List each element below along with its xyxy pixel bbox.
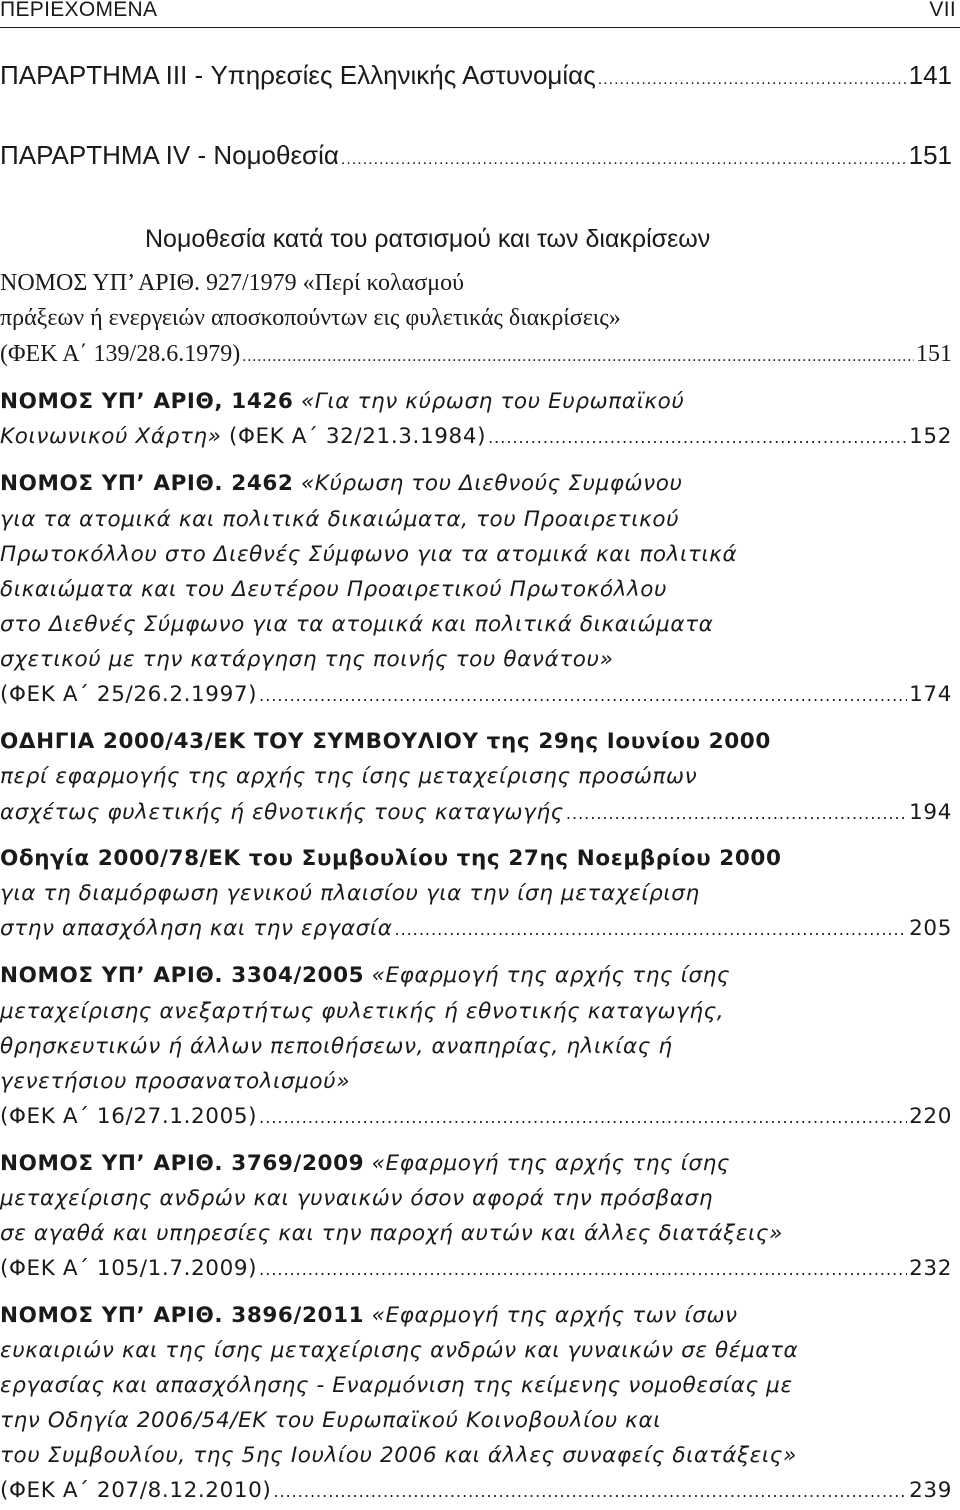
- toc-entry-directive-43-line-2: περί εφαρμογής της αρχής της ίσης μεταχείρισης προσώπων: [0, 764, 698, 789]
- toc-entry-law-3304-line-1: ΝΟΜΟΣ ΥΠ’ ΑΡΙΘ. 3304/2005 «Εφαρμογή της αρχής της ίσης: [0, 963, 731, 988]
- leader-dots: [259, 1101, 907, 1135]
- toc-entry-law-927-line-1: ΝΟΜΟΣ ΥΠ’ ΑΡΙΘ. 927/1979 «Περί κολασμού: [0, 270, 464, 296]
- toc-entry-directive-78-line-1: Οδηγία 2000/78/ΕΚ του Συμβουλίου της 27ης Νοεμβρίου 2000: [0, 846, 782, 871]
- page-number: 152: [909, 424, 952, 449]
- leader-dots: [273, 1475, 907, 1509]
- toc-entry-law-3304[interactable]: (ΦΕΚ Α΄ 16/27.1.2005) ..... 220: [0, 1100, 952, 1134]
- toc-entry-law-3304-line-2: μεταχείρισης ανεξαρτήτως φυλετικής ή εθνοτικής καταγωγής,: [0, 999, 725, 1024]
- leader-dots: [598, 63, 907, 97]
- leader-dots: [488, 421, 907, 455]
- toc-entry-appendix-3[interactable]: ΠΑΡΑΡΤΗΜΑ III - Υπηρεσίες Ελληνικής Αστυνομίας ..... 141: [0, 58, 952, 92]
- toc-entry-law-2462-line-5: στο Διεθνές Σύμφωνο για τα ατομικά και πολιτικά δικαιώματα: [0, 612, 714, 637]
- page-number: 239: [909, 1478, 952, 1503]
- toc-entry-appendix-4[interactable]: ΠΑΡΑΡΤΗΜΑ IV - Νομοθεσία ..... 151: [0, 138, 952, 172]
- toc-entry-directive-43[interactable]: ασχέτως φυλετικής ή εθνοτικής τους καταγωγής ..... 194: [0, 796, 952, 830]
- toc-entry-law-927[interactable]: (ΦΕΚ Α΄ 139/28.6.1979) ..... 151: [0, 337, 952, 371]
- toc-entry-law-3304-line-3: θρησκευτικών ή άλλων πεποιθήσεων, αναπηρίας, ηλικίας ή: [0, 1034, 673, 1059]
- leader-dots: [394, 913, 907, 947]
- toc-entry-law-3769-line-2: μεταχείρισης ανδρών και γυναικών όσον αφορά την πρόσβαση: [0, 1186, 714, 1211]
- toc-entry-law-3896-line-1: ΝΟΜΟΣ ΥΠ’ ΑΡΙΘ. 3896/2011 «Εφαρμογή της αρχής των ίσων: [0, 1303, 738, 1328]
- toc-entry-law-2462-line-6: σχετικού με την κατάργηση της ποινής του θανάτου»: [0, 647, 614, 672]
- page-number: 151: [908, 140, 952, 170]
- section-subheading: Νομοθεσία κατά του ρατσισμού και των διακρίσεων: [145, 225, 711, 253]
- page-number: 220: [909, 1104, 952, 1129]
- page-number: 194: [909, 800, 952, 825]
- toc-entry-law-2462-line-3: Πρωτοκόλλου στο Διεθνές Σύμφωνο για τα ατομικά και πολιτικά: [0, 542, 738, 567]
- toc-entry-law-1426-line-1: ΝΟΜΟΣ ΥΠ’ ΑΡΙΘ, 1426 «Για την κύρωση του Ευρωπαϊκού: [0, 389, 685, 414]
- toc-entry-law-2462[interactable]: (ΦΕΚ Α΄ 25/26.2.1997) ..... 174: [0, 678, 952, 712]
- toc-entry-law-1426[interactable]: Κοινωνικού Χάρτη» (ΦΕΚ Α΄ 32/21.3.1984) ..... 152: [0, 420, 952, 454]
- page-numeral: VII: [929, 0, 956, 21]
- running-header-title: ΠΕΡΙΕΧΟΜΕΝΑ: [0, 0, 158, 21]
- leader-dots: [242, 340, 914, 374]
- toc-entry-directive-43-line-1: ΟΔΗΓΙΑ 2000/43/ΕΚ ΤΟΥ ΣΥΜΒΟΥΛΙΟΥ της 29ης Ιουνίου 2000: [0, 729, 771, 754]
- toc-entry-law-3896-line-3: εργασίας και απασχόλησης - Εναρμόνιση της κείμενης νομοθεσίας με: [0, 1373, 793, 1398]
- toc-entry-law-3896-line-5: του Συμβουλίου, της 5ης Ιουλίου 2006 και άλλες συναφείς διατάξεις»: [0, 1443, 797, 1468]
- toc-entry-law-3769[interactable]: (ΦΕΚ Α΄ 105/1.7.2009) ..... 232: [0, 1252, 952, 1286]
- toc-entry-law-3769-line-3: σε αγαθά και υπηρεσίες και την παροχή αυτών και άλλες διατάξεις»: [0, 1221, 783, 1246]
- leader-dots: [259, 679, 907, 713]
- toc-entry-law-3896-line-4: την Οδηγία 2006/54/ΕΚ του Ευρωπαϊκού Κοινοβουλίου και: [0, 1408, 662, 1433]
- page-number: 205: [909, 916, 952, 941]
- page-number: 232: [909, 1256, 952, 1281]
- toc-entry-directive-78[interactable]: στην απασχόληση και την εργασία ..... 205: [0, 912, 952, 946]
- toc-entry-law-3896-line-2: ευκαιριών και της ίσης μεταχείρισης ανδρών και γυναικών σε θέματα: [0, 1338, 799, 1363]
- toc-entry-law-2462-line-2: για τα ατομικά και πολιτικά δικαιώματα, του Προαιρετικού: [0, 507, 680, 532]
- toc-entry-law-3896[interactable]: (ΦΕΚ Α΄ 207/8.12.2010) ..... 239: [0, 1474, 952, 1508]
- leader-dots: [259, 1253, 907, 1287]
- toc-entry-directive-78-line-2: για τη διαμόρφωση γενικού πλαισίου για την ίση μεταχείριση: [0, 881, 700, 906]
- toc-entry-law-3304-line-4: γενετήσιου προσανατολισμού»: [0, 1069, 351, 1094]
- toc-entry-law-2462-line-4: δικαιώματα και του Δευτέρου Προαιρετικού Πρωτοκόλλου: [0, 577, 668, 602]
- header-rule: [0, 27, 960, 28]
- page-header: [0, 0, 960, 26]
- page-number: 151: [916, 341, 952, 367]
- leader-dots: [341, 143, 907, 177]
- leader-dots: [566, 797, 907, 831]
- toc-entry-law-3769-line-1: ΝΟΜΟΣ ΥΠ’ ΑΡΙΘ. 3769/2009 «Εφαρμογή της αρχής της ίσης: [0, 1151, 731, 1176]
- page-number: 174: [909, 682, 952, 707]
- page-number: 141: [908, 60, 952, 90]
- toc-entry-law-2462-line-1: ΝΟΜΟΣ ΥΠ’ ΑΡΙΘ. 2462 «Κύρωση του Διεθνούς Συμφώνου: [0, 471, 683, 496]
- toc-entry-law-927-line-2: πράξεων ή ενεργειών αποσκοπούντων εις φυλετικάς διακρίσεις»: [0, 305, 621, 331]
